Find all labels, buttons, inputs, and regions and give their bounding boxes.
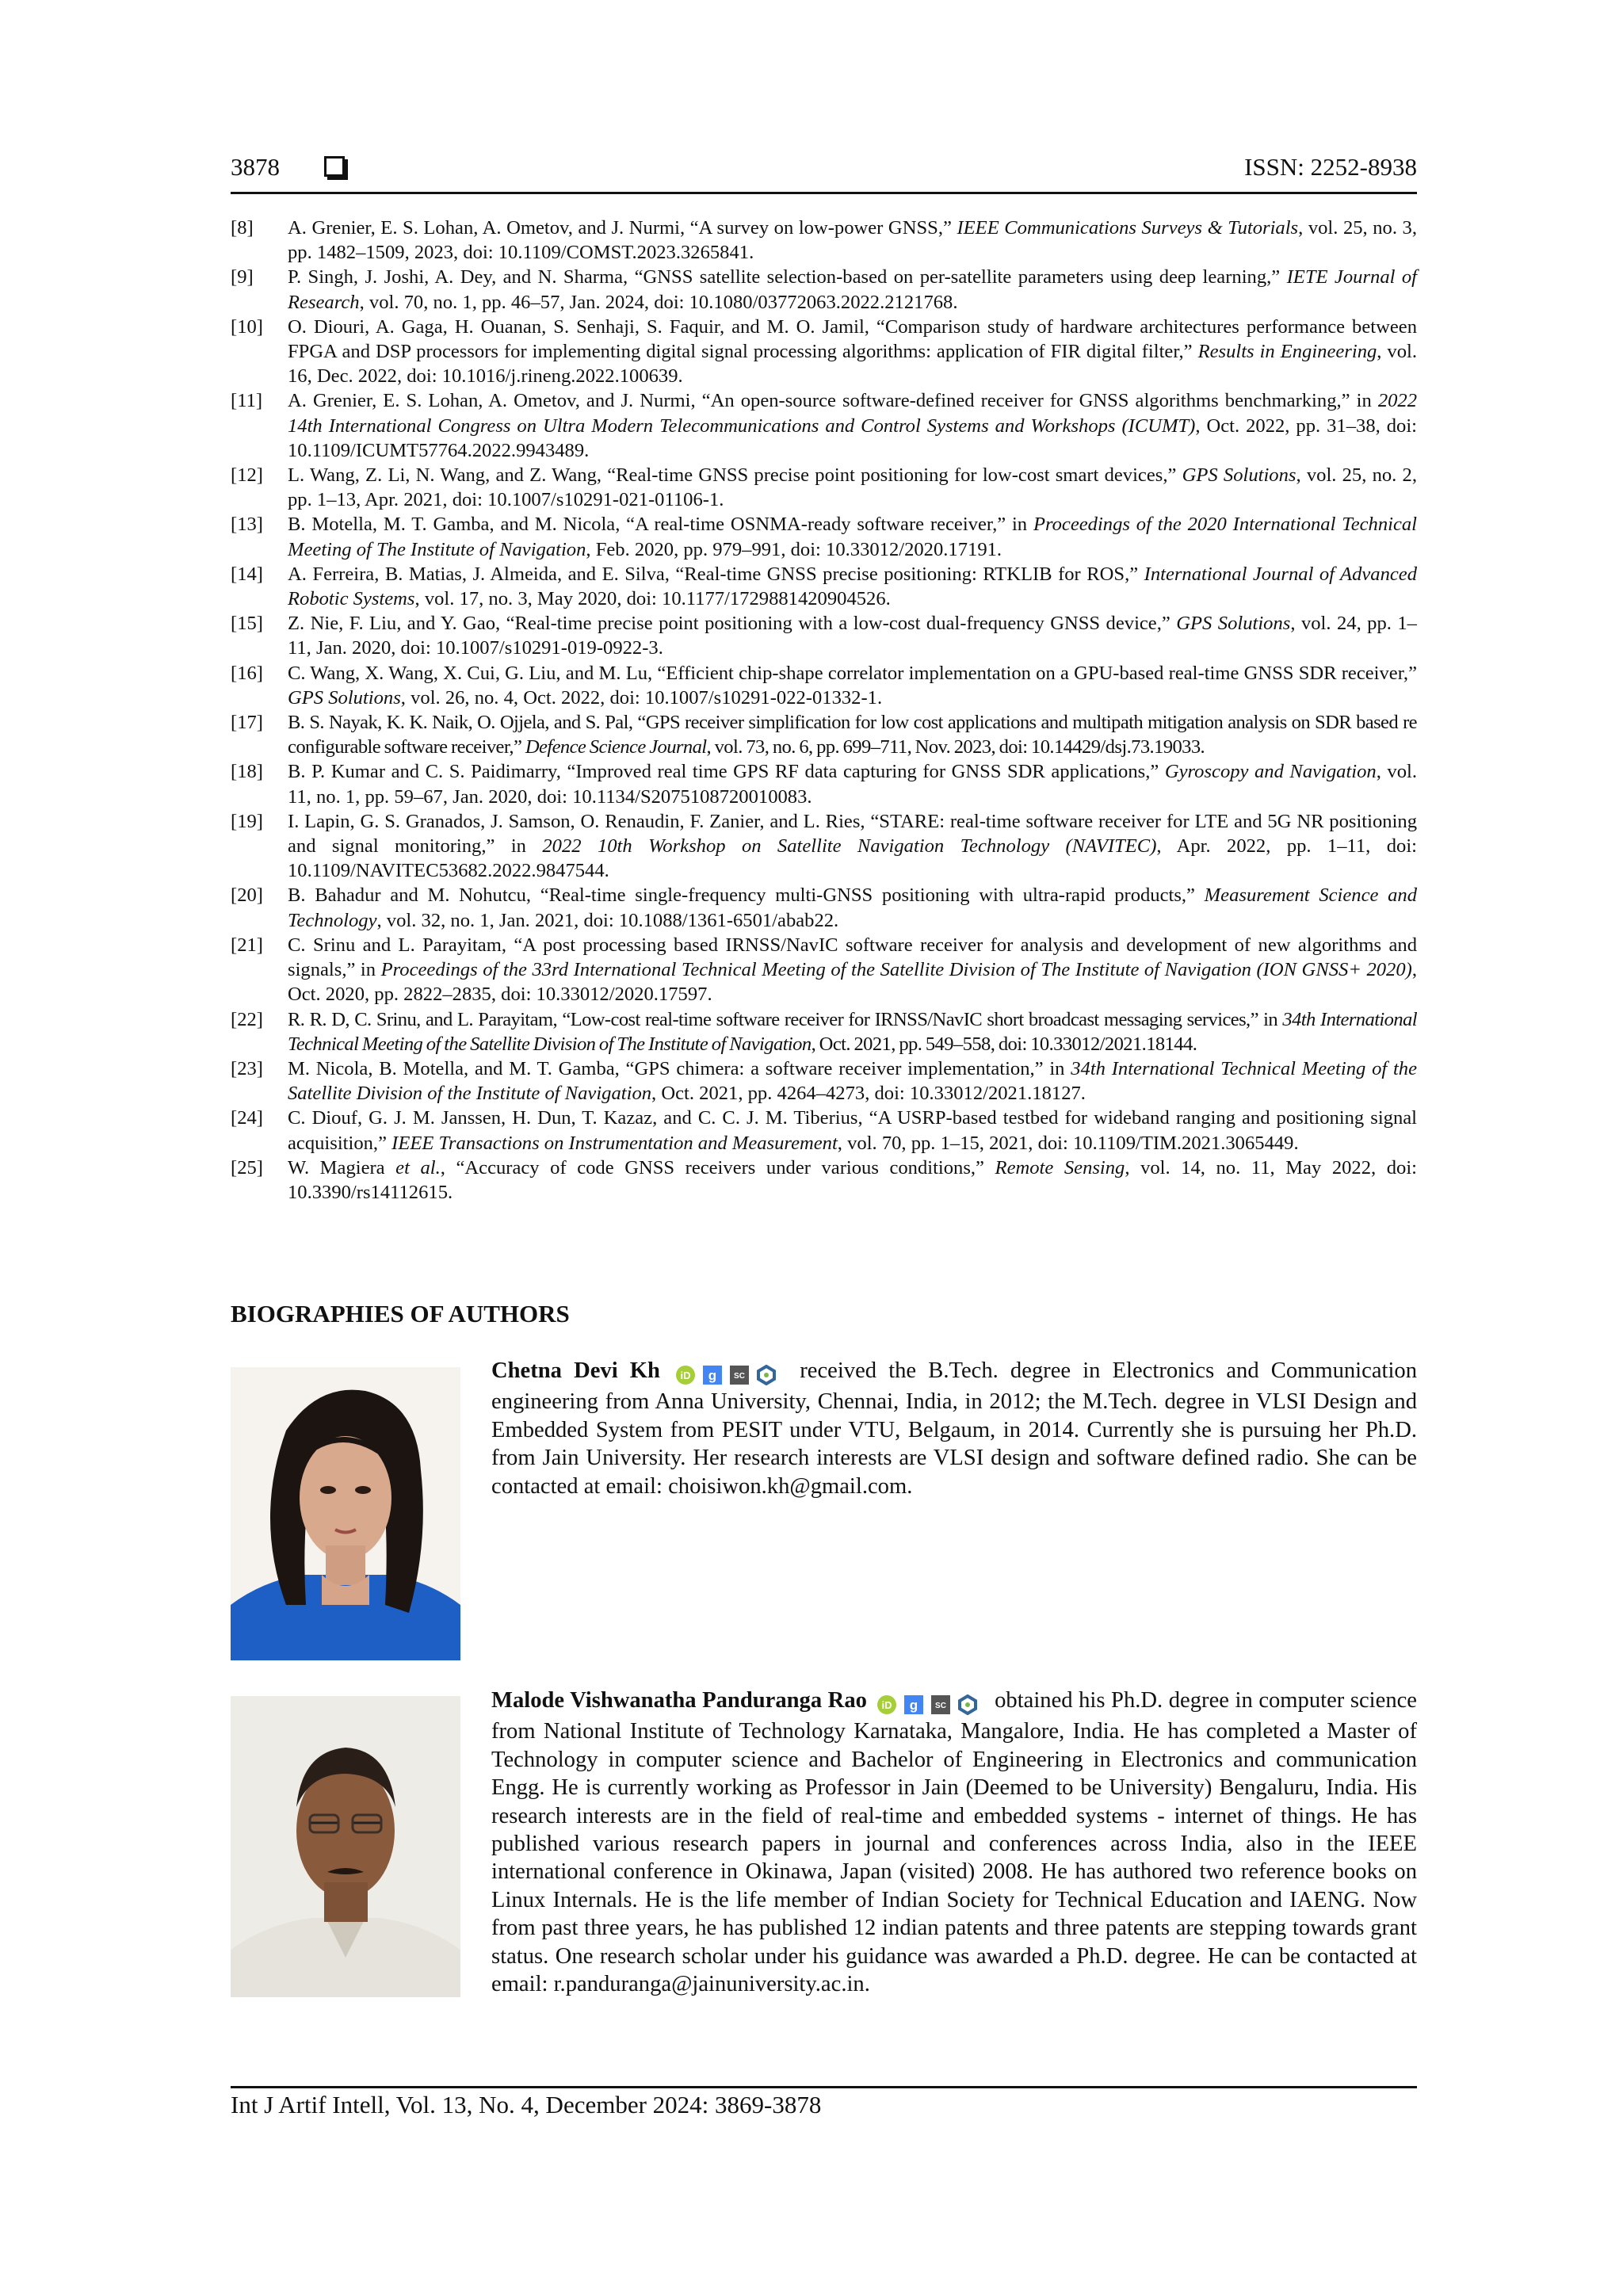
reference-item [231, 562, 1417, 611]
reference-number: [19] [231, 810, 263, 832]
reference-text: A. Grenier, E. S. Lohan, A. Ometov, and J. Nurmi, “An open-source software-defined receiver for GNSS algorithms benchmarking,” in 2022 14th International Congress on Ultra Modern Telecommunications and Control Systems and Workshops (ICUMT), Oct. 2022, pp. 31–38, doi: 10.1109/ICUMT57764.2022.9943489. [288, 390, 1417, 461]
publons-icon[interactable] [957, 1694, 978, 1715]
reference-number: [9] [231, 266, 254, 288]
reference-text: R. R. D, C. Srinu, and L. Parayitam, “Low-cost real-time software receiver for IRNSS/NavIC short broadcast messaging services,” in 34th International Technical Meeting of the Satellite Division of The Institute of Navigation, Oct. 2021, pp. 549–558, doi: 10.33012/2021.18144. [288, 1008, 1417, 1055]
reference-item [231, 1106, 1417, 1155]
reference-item [231, 1007, 1417, 1056]
reference-item [231, 759, 1417, 808]
issn: ISSN: 2252-8938 [1244, 153, 1417, 181]
reference-text: B. Bahadur and M. Nohutcu, “Real-time single-frequency multi-GNSS positioning with ultra-rapid products,” Measurement Science and Technology, vol. 32, no. 1, Jan. 2021, doi: 10.1088/1361-6501/abab22. [288, 884, 1417, 931]
svg-text:iD: iD [881, 1699, 892, 1712]
svg-text:g: g [708, 1368, 717, 1384]
profile-icons [675, 1360, 783, 1388]
svg-text:SC: SC [734, 1372, 746, 1381]
reference-number: [14] [231, 563, 263, 585]
reference-text: P. Singh, J. Joshi, A. Dey, and N. Sharma, “GNSS satellite selection-based on per-satellite parameters using deep learning,” IETE Journal of Research, vol. 70, no. 1, pp. 46–57, Jan. 2024, doi: 10.1080/03772063.2022.2121768. [288, 266, 1417, 313]
reference-number: [16] [231, 662, 263, 684]
reference-item [231, 463, 1417, 512]
scopus-icon[interactable] [729, 1365, 750, 1385]
reference-item [231, 661, 1417, 710]
reference-text: M. Nicola, B. Motella, and M. T. Gamba, “GPS chimera: a software receiver implementation,” in 34th International Technical Meeting of the Satellite Division of the Institute of Navigation, Oct. 2021, pp. 4264–4273, doi: 10.33012/2021.18127. [288, 1057, 1418, 1105]
author-bio-text: obtained his Ph.D. degree in computer science from National Institute of Technology Karnataka, Mangalore, India. He has completed a Master of Technology in computer science and Bachelor of Engineering in Electronics and communication Engg. He is currently working as Professor in Jain (Deemed to be University) Bengaluru, India. His research interests are in the field of real-time and embedded systems - internet of things. He has published various research papers in journal and conferences across India, also in the IEEE international conference in Okinawa, Japan (visited) 2008. He has authored two reference books on Linux Internals. He is the life member of Indian Society for Technical Education and IAENG. Now from past three years, he has published 12 indian patents and three patents are stepping towards grant status. One research scholar under his guidance was awarded a Ph.D. degree. He can be contacted at email: r.panduranga@jainuniversity.ac.in. [491, 1688, 1417, 1997]
reference-text: A. Ferreira, B. Matias, J. Almeida, and E. Silva, “Real-time GNSS precise positioning: RTKLIB for ROS,” International Journal of Advanced Robotic Systems, vol. 17, no. 3, May 2020, doi: 10.1177/1729881420904526. [288, 563, 1418, 610]
reference-item [231, 1156, 1417, 1205]
reference-item [231, 512, 1417, 561]
reference-text: B. P. Kumar and C. S. Paidimarry, “Improved real time GPS RF data capturing for GNSS SDR applications,” Gyroscopy and Navigation, vol. 11, no. 1, pp. 59–67, Jan. 2020, doi: 10.1134/S2075108720010083. [288, 761, 1417, 808]
reference-number: [8] [231, 217, 254, 239]
google-scholar-icon[interactable] [702, 1365, 723, 1385]
orcid-icon[interactable] [675, 1365, 696, 1385]
reference-text: W. Magiera et al., “Accuracy of code GNSS receivers under various conditions,” Remote Sensing, vol. 14, no. 11, May 2022, doi: 10.3390/rs14112615. [288, 1156, 1417, 1203]
reference-text: C. Diouf, G. J. M. Janssen, H. Dun, T. Kazaz, and C. C. J. M. Tiberius, “A USRP-based testbed for wideband ranging and positioning signal acquisition,” IEEE Transactions on Instrumentation and Measurement, vol. 70, pp. 1–15, 2021, doi: 10.1109/TIM.2021.3065449. [288, 1107, 1417, 1154]
reference-item [231, 1056, 1417, 1106]
author-photo-1 [231, 1367, 460, 1660]
reference-text: I. Lapin, G. S. Granados, J. Samson, O. Renaudin, F. Zanier, and L. Ries, “STARE: real-time software receiver for LTE and 5G NR positioning and signal monitoring,” in 2022 10th Workshop on Satellite Navigation Technology (NAVITEC), Apr. 2022, pp. 1–11, doi: 10.1109/NAVITEC53682.2022.9847544. [288, 810, 1417, 882]
footer-citation: Int J Artif Intell, Vol. 13, No. 4, December 2024: 3869-3878 [231, 2091, 822, 2118]
svg-text:SC: SC [934, 1702, 946, 1711]
author-photo-2 [231, 1696, 460, 1997]
author-name: Malode Vishwanatha Panduranga Rao [491, 1688, 867, 1713]
author-bio-text: received the B.Tech. degree in Electronics and Communication engineering from Anna University, Chennai, India, in 2012; the M.Tech. degree in VLSI Design and Embedded System from PESIT under VTU, Belgaum, in 2014. Currently she is pursuing her Ph.D. from Jain University. Her research interests are VLSI design and software defined radio. She can be contacted at email: choisiwon.kh@gmail.com. [491, 1358, 1417, 1499]
reference-item [231, 883, 1417, 932]
publons-icon[interactable] [756, 1365, 777, 1385]
reference-number: [12] [231, 464, 263, 487]
reference-number: [11] [231, 390, 263, 412]
reference-text: L. Wang, Z. Li, N. Wang, and Z. Wang, “Real-time GNSS precise point positioning for low-cost smart devices,” GPS Solutions, vol. 25, no. 2, pp. 1–13, Apr. 2021, doi: 10.1007/s10291-021-01106-1. [288, 464, 1417, 511]
reference-item [231, 216, 1417, 265]
reference-text: A. Grenier, E. S. Lohan, A. Ometov, and J. Nurmi, “A survey on low-power GNSS,” IEEE Communications Surveys & Tutorials, vol. 25, no. 3, pp. 1482–1509, 2023, doi: 10.1109/COMST.2023.3265841. [288, 217, 1418, 264]
page-header [231, 153, 1417, 193]
header-rule [231, 192, 1417, 194]
checkbox-square-icon [324, 156, 345, 177]
reference-text: O. Diouri, A. Gaga, H. Ouanan, S. Senhaji, S. Faquir, and M. O. Jamil, “Comparison study of hardware architectures performance between FPGA and DSP processors for implementing digital signal processing algorithms: application of FIR digital filter,” Results in Engineering, vol. 16, Dec. 2022, doi: 10.1016/j.rineng.2022.100639. [288, 315, 1418, 388]
reference-item [231, 809, 1417, 884]
author-bio-1 [491, 1357, 1417, 1500]
reference-number: [18] [231, 761, 263, 783]
reference-number: [23] [231, 1057, 263, 1079]
reference-text: C. Wang, X. Wang, X. Cui, G. Liu, and M. Lu, “Efficient chip-shape correlator implementation on a GPU-based real-time GNSS SDR receiver,” GPS Solutions, vol. 26, no. 4, Oct. 2022, doi: 10.1007/s10291-022-01332-1. [288, 662, 1417, 709]
reference-number: [22] [231, 1008, 263, 1030]
reference-number: [20] [231, 884, 263, 907]
reference-item [231, 388, 1417, 463]
reference-number: [13] [231, 514, 263, 536]
section-title: BIOGRAPHIES OF AUTHORS [231, 1300, 570, 1328]
reference-item [231, 265, 1417, 314]
reference-number: [25] [231, 1156, 263, 1179]
reference-number: [15] [231, 613, 263, 635]
reference-text: Z. Nie, F. Liu, and Y. Gao, “Real-time precise point positioning with a low-cost dual-frequency GNSS device,” GPS Solutions, vol. 24, pp. 1–11, Jan. 2020, doi: 10.1007/s10291-019-0922-3. [288, 613, 1417, 659]
reference-number: [10] [231, 315, 263, 338]
author-bio-2 [491, 1687, 1417, 1998]
reference-item [231, 611, 1417, 660]
reference-item [231, 933, 1417, 1007]
svg-text:iD: iD [680, 1370, 691, 1382]
svg-text:g: g [909, 1698, 918, 1713]
author-name: Chetna Devi Kh [491, 1358, 660, 1383]
reference-text: B. S. Nayak, K. K. Naik, O. Ojjela, and S. Pal, “GPS receiver simplification for low cost applications and multipath mitigation analysis on SDR based re configurable software receiver,” Defence Science Journal, vol. 73, no. 6, pp. 699–711, Nov. 2023, doi: 10.14429/dsj.73.19033. [288, 712, 1417, 758]
references-list [231, 216, 1417, 1205]
footer-rule [231, 2086, 1417, 2088]
orcid-icon[interactable] [876, 1694, 897, 1715]
reference-text: B. Motella, M. T. Gamba, and M. Nicola, “A real-time OSNMA-ready software receiver,” in Proceedings of the 2020 International Technical Meeting of The Institute of Navigation, Feb. 2020, pp. 979–991, doi: 10.33012/2020.17191. [288, 514, 1417, 560]
reference-number: [17] [231, 712, 263, 734]
profile-icons [876, 1690, 984, 1717]
google-scholar-icon[interactable] [903, 1694, 924, 1715]
scopus-icon[interactable] [930, 1694, 951, 1715]
reference-number: [24] [231, 1107, 263, 1129]
reference-number: [21] [231, 934, 263, 956]
reference-item [231, 710, 1417, 759]
reference-text: C. Srinu and L. Parayitam, “A post processing based IRNSS/NavIC software receiver for analysis and development of new algorithms and signals,” in Proceedings of the 33rd International Technical Meeting of the Satellite Division of The Institute of Navigation (ION GNSS+ 2020), Oct. 2020, pp. 2822–2835, doi: 10.33012/2020.17597. [288, 934, 1417, 1006]
reference-item [231, 315, 1417, 389]
page-number: 3878 [231, 153, 280, 181]
